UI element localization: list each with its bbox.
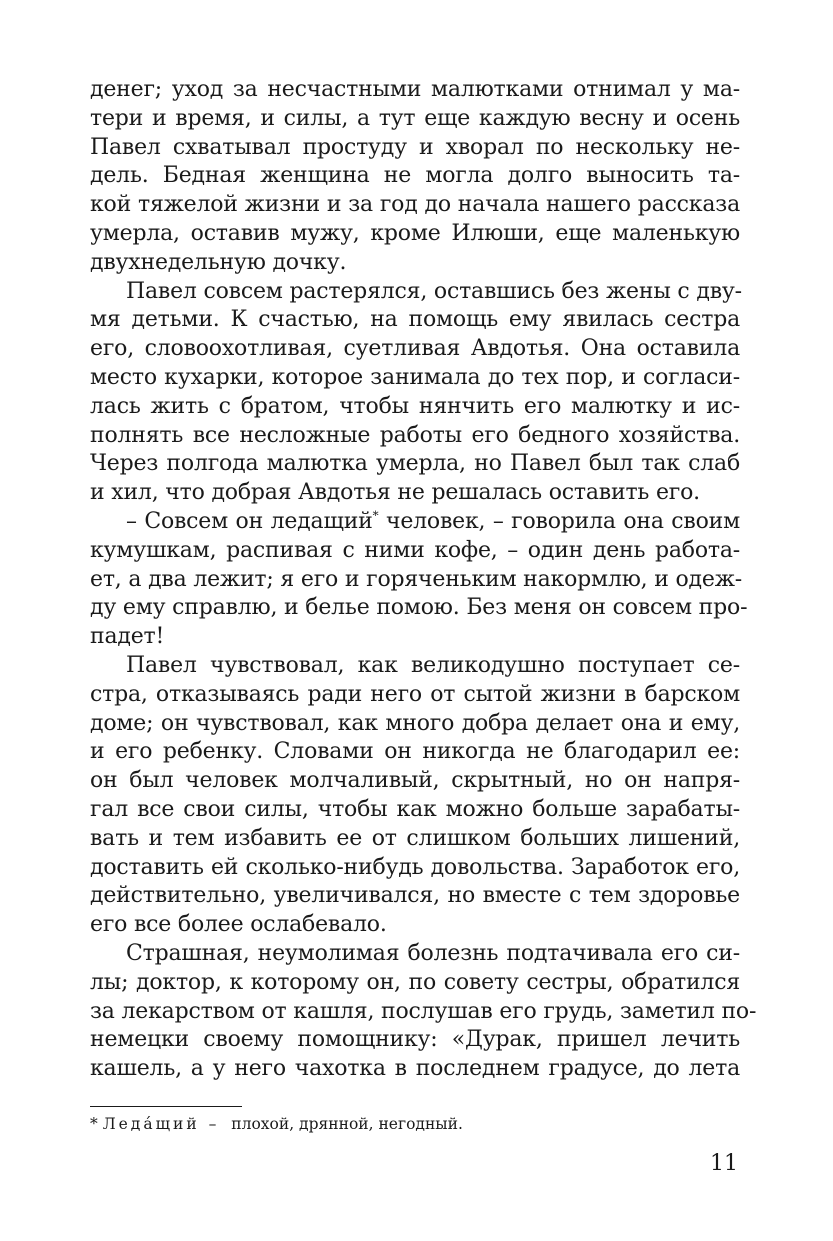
page-number: 11 [710, 1151, 738, 1176]
paragraph-start-line: Павел чувствовал, как великодушно поступает се- [126, 652, 740, 678]
body-text [90, 76, 757, 1084]
dialogue-start: – Совсем он ледащий [126, 508, 373, 534]
paragraph-start-line [90, 508, 740, 537]
text-line: денег; уход за несчастными малютками отнимал у ма- [90, 77, 740, 102]
dialogue-continuation: человек, – говорила она своим [378, 508, 740, 534]
text-line: полнять все несложные работы его бедного хозяйства. [90, 422, 740, 448]
text-line: мя детьми. К счастью, на помощь ему явилась сестра [90, 307, 740, 333]
footnote-dash: – [208, 1115, 217, 1133]
text-line: ет, а два лежит; я его и горяченьким накормлю, и одеж- [90, 566, 742, 592]
text-line: гал все свои силы, чтобы как можно больше зарабаты- [90, 796, 740, 822]
text-line: двухнедельную дочку. [90, 249, 347, 275]
text-line: дель. Бедная женщина не могла долго выносить та- [90, 163, 740, 189]
text-line: его все более ослабевало. [90, 912, 387, 938]
footnote-definition: плохой, дрянной, негодный. [231, 1115, 463, 1133]
text-line: лы; доктор, к которому он, по совету сестры, обратился [90, 969, 740, 995]
text-line: действительно, увеличивался, но вместе с тем здоровье [90, 883, 740, 909]
paragraph-start-line: Страшная, неумолимая болезнь подтачивала его си- [126, 940, 740, 966]
text-line: кумушкам, распивая с ними кофе, – один день работа- [90, 537, 740, 563]
text-line: вать и тем избавить ее от слишком больших лишений, [90, 825, 740, 851]
text-line: немецки своему помощнику: «Дурак, пришел лечить [90, 1027, 740, 1053]
text-line: стра, отказываясь ради него от сытой жизни в барском [90, 681, 740, 707]
text-line: падет! [90, 624, 165, 650]
text-line: место кухарки, которое занимала до тех пор, и согласи- [90, 364, 740, 390]
text-line: Через полгода малютка умерла, но Павел был так слаб [90, 451, 740, 477]
text-line: и его ребенку. Словами он никогда не благодарил ее: [90, 739, 740, 765]
text-line: доме; он чувствовал, как много добра делает она и ему, [90, 710, 740, 736]
footnote-marker: * [372, 508, 379, 523]
text-line: его, словоохотливая, суетливая Авдотья. Она оставила [90, 336, 740, 362]
text-line: Павел схватывал простуду и хворал по нескольку не- [90, 134, 740, 160]
text-line: и хил, что добрая Авдотья не решалась оставить его. [90, 480, 700, 506]
footnote-mark: * [90, 1115, 98, 1133]
text-line: кашель, а у него чахотка в последнем градусе, до лета [90, 1056, 740, 1082]
text-line: ду ему справлю, и белье помою. Без меня он совсем про- [90, 595, 748, 621]
text-line: доставить ей сколько-нибудь довольства. Заработок его, [90, 854, 740, 880]
footnote-divider [90, 1106, 242, 1107]
text-line: тери и время, и силы, а тут еще каждую весну и осень [90, 105, 740, 131]
text-line: лась жить с братом, чтобы нянчить его малютку и ис- [90, 393, 740, 419]
footnote-term: Леда́щий [102, 1115, 200, 1133]
text-line: за лекарством от кашля, послушав его грудь, заметил по- [90, 998, 757, 1024]
text-line: кой тяжелой жизни и за год до начала нашего рассказа [90, 192, 740, 218]
text-line: он был человек молчаливый, скрытный, но он напря- [90, 768, 740, 794]
text-line: умерла, оставив мужу, кроме Илюши, еще маленькую [90, 220, 740, 246]
footnote [90, 1113, 463, 1135]
paragraph-start-line: Павел совсем растерялся, оставшись без жены с дву- [126, 278, 742, 304]
